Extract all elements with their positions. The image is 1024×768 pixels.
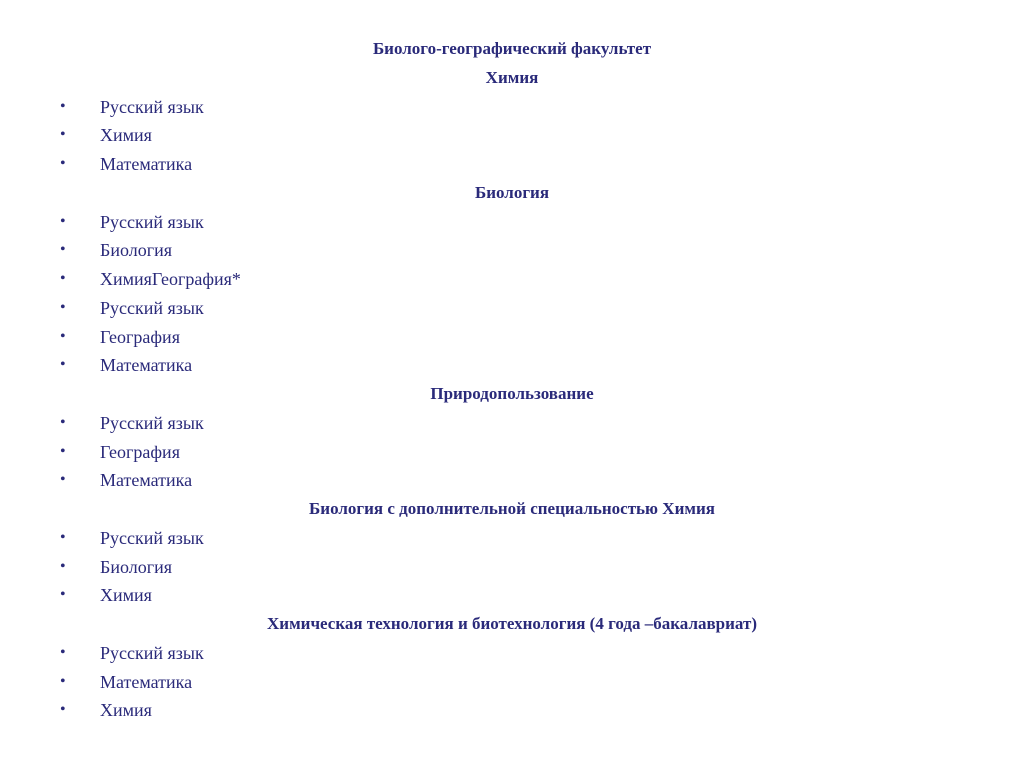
bullet-icon: • — [60, 557, 66, 575]
subject-list-item — [0, 236, 1024, 265]
subject-list-item — [0, 466, 1024, 495]
subject-list-item — [0, 121, 1024, 150]
subject-label: География — [100, 326, 180, 347]
subject-label: Математика — [100, 355, 193, 376]
subject-list-item — [0, 438, 1024, 467]
subject-list-item — [0, 265, 1024, 294]
sections-list — [0, 64, 1024, 725]
bullet-icon: • — [60, 298, 66, 316]
subject-label: ХимияГеография* — [100, 269, 241, 289]
subject-label: Русский язык — [100, 642, 204, 663]
subject-list-item — [0, 524, 1024, 553]
bullet-icon: • — [60, 442, 66, 460]
subject-list-item — [0, 93, 1024, 122]
subject-label: Математика — [100, 470, 193, 491]
subject-label: Химия — [100, 125, 152, 146]
subject-label: Химия — [100, 585, 152, 606]
section-title: Химическая технология и биотехнология (4 года –бакалавриат) — [267, 614, 757, 633]
subject-list-item — [0, 208, 1024, 237]
subject-label: География — [100, 441, 180, 462]
document-body — [0, 35, 1024, 725]
subject-label: Русский язык — [100, 527, 204, 548]
subject-label: Математика — [100, 154, 193, 174]
bullet-icon: • — [60, 586, 66, 604]
bullet-icon: • — [60, 701, 66, 719]
subject-label: Русский язык — [100, 96, 204, 117]
subject-label: Биология — [100, 240, 173, 261]
faculty-title: Биолого-географический факультет — [372, 39, 652, 58]
subject-list-item — [0, 294, 1024, 323]
bullet-icon: • — [60, 270, 66, 287]
bullet-icon: • — [60, 528, 66, 546]
subject-label: Русский язык — [100, 297, 204, 318]
subject-list-item — [0, 581, 1024, 610]
section-title: Природопользование — [430, 384, 594, 403]
bullet-icon: • — [60, 643, 66, 661]
bullet-icon: • — [60, 672, 66, 690]
subject-list-item — [0, 323, 1024, 352]
subject-list-item — [0, 351, 1024, 380]
section-title: Химия — [485, 67, 539, 87]
bullet-icon: • — [60, 97, 66, 115]
bullet-icon: • — [60, 471, 66, 489]
subject-label: Химия — [100, 700, 152, 721]
subject-label: Биология — [100, 556, 173, 577]
bullet-icon: • — [60, 413, 66, 431]
section-title: Биология — [474, 182, 550, 202]
bullet-icon: • — [60, 327, 66, 345]
subject-label: Русский язык — [100, 412, 204, 433]
subject-label: Математика — [100, 671, 193, 692]
bullet-icon: • — [60, 356, 66, 374]
subject-list-item — [0, 150, 1024, 179]
section-title: Биология с дополнительной специальностью Химия — [309, 499, 715, 518]
subject-list-item — [0, 696, 1024, 725]
bullet-icon: • — [60, 212, 66, 230]
subject-list-item — [0, 409, 1024, 438]
subject-label: Русский язык — [100, 211, 204, 232]
subject-list-item — [0, 668, 1024, 697]
subject-list-item — [0, 553, 1024, 582]
subject-list-item — [0, 639, 1024, 668]
bullet-icon: • — [60, 241, 66, 259]
bullet-icon: • — [60, 155, 66, 172]
bullet-icon: • — [60, 126, 66, 144]
